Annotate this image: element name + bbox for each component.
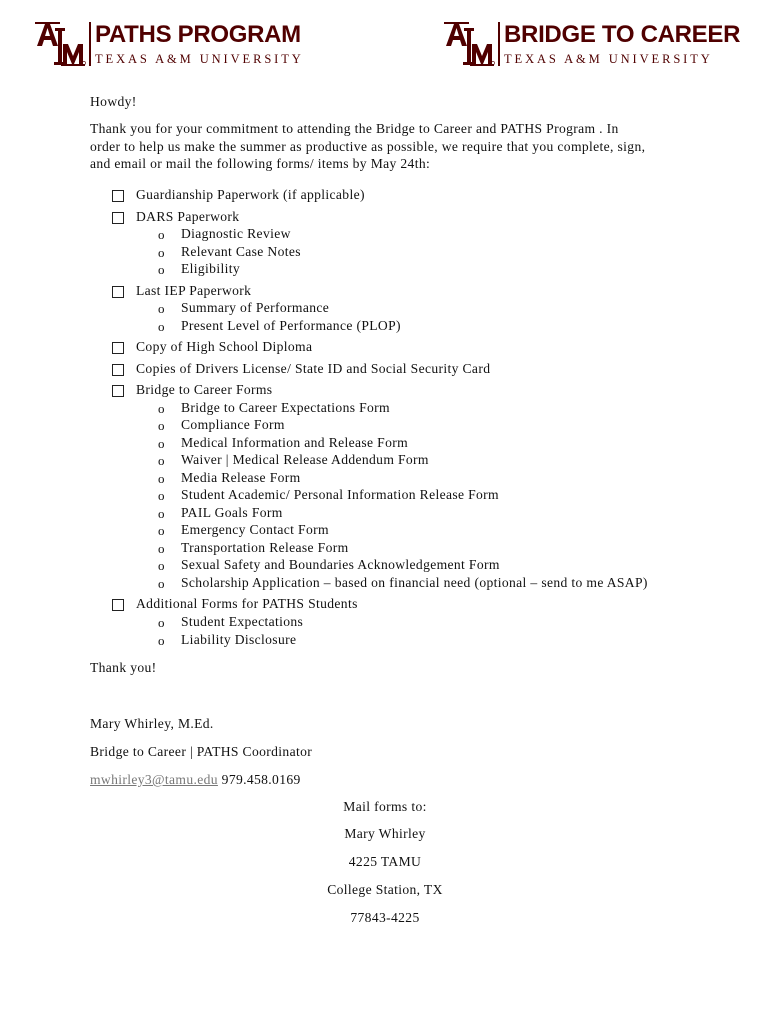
subitem: Sexual Safety and Boundaries Acknowledgement Form: [181, 557, 500, 572]
bullet: o: [158, 471, 165, 486]
subitem: Relevant Case Notes: [181, 244, 301, 259]
bullet: o: [158, 633, 165, 648]
email-link[interactable]: mwhirley3@tamu.edu: [90, 772, 218, 787]
subitem: Liability Disclosure: [181, 632, 297, 647]
mail-street: 4225 TAMU: [348, 854, 422, 869]
checklist-item-iep: Last IEP Paperwork: [136, 283, 252, 298]
checklist-item-diploma: Copy of High School Diploma: [136, 339, 313, 354]
closing: Thank you!: [90, 660, 157, 675]
bullet: o: [158, 436, 165, 451]
subitem: Eligibility: [181, 261, 240, 276]
checkbox[interactable]: [112, 190, 124, 202]
subitem: Compliance Form: [181, 417, 285, 432]
bridge-to-career-title: BRIDGE TO CAREER: [504, 21, 741, 48]
checklist-item-license: Copies of Drivers License/ State ID and Social Security Card: [136, 361, 491, 376]
subitem: Student Expectations: [181, 614, 304, 629]
bullet: o: [158, 245, 165, 260]
subitem: Transportation Release Form: [181, 540, 349, 555]
subitem: Medical Information and Release Form: [181, 435, 409, 450]
checkbox[interactable]: [112, 342, 124, 354]
checklist-item-guardianship: Guardianship Paperwork (if applicable): [136, 187, 365, 202]
subitem: Diagnostic Review: [181, 226, 291, 241]
checklist-item-dars: DARS Paperwork: [136, 209, 240, 224]
checkbox[interactable]: [112, 599, 124, 611]
bullet: o: [158, 506, 165, 521]
intro-line: and email or mail the following forms/ items by May 24th:: [90, 156, 431, 171]
logo-divider: [89, 22, 91, 66]
bullet: o: [158, 418, 165, 433]
bullet: o: [158, 541, 165, 556]
bullet: o: [158, 523, 165, 538]
bullet: o: [158, 488, 165, 503]
checkbox[interactable]: [112, 385, 124, 397]
intro-line: order to help us make the summer as productive as possible, we require that you complete, sign,: [90, 138, 646, 154]
bullet: o: [158, 615, 165, 630]
bullet: o: [158, 301, 165, 316]
mail-name: Mary Whirley: [344, 826, 426, 841]
checkbox[interactable]: [112, 364, 124, 376]
checkbox[interactable]: [112, 212, 124, 224]
subitem: Summary of Performance: [181, 300, 330, 315]
bullet: o: [158, 319, 165, 334]
contact-line: [90, 771, 301, 788]
intro-line: Thank you for your commitment to attending the Bridge to Career and PATHS Program . In: [90, 121, 619, 136]
logo-divider: [498, 22, 500, 66]
checkbox[interactable]: [112, 286, 124, 298]
university-name: TEXAS A&M UNIVERSITY: [504, 52, 713, 66]
greeting: Howdy!: [90, 94, 137, 109]
subitem: Emergency Contact Form: [181, 522, 329, 537]
subitem: Waiver | Medical Release Addendum Form: [181, 452, 429, 467]
subitem: PAIL Goals Form: [181, 505, 283, 520]
subitem: Bridge to Career Expectations Form: [181, 400, 390, 415]
bullet: o: [158, 262, 165, 277]
university-name: TEXAS A&M UNIVERSITY: [95, 52, 304, 66]
mail-zip: 77843-4225: [350, 910, 420, 925]
bullet: o: [158, 576, 165, 591]
bridge-to-career-logo: [444, 22, 740, 68]
mail-heading: Mail forms to:: [343, 799, 427, 814]
bullet: o: [158, 401, 165, 416]
mail-city: College Station, TX: [327, 882, 443, 897]
bullet: o: [158, 453, 165, 468]
intro-paragraph: [90, 120, 690, 173]
paths-program-logo: [35, 22, 304, 68]
subitem: Present Level of Performance (PLOP): [181, 318, 401, 333]
signature-title: Bridge to Career | PATHS Coordinator: [90, 744, 313, 759]
subitem: Scholarship Application – based on financial need (optional – send to me ASAP): [181, 575, 648, 590]
checklist-item-paths-forms: Additional Forms for PATHS Students: [136, 596, 358, 611]
atm-logo-icon: [35, 22, 87, 66]
checklist-item-bridge-forms: Bridge to Career Forms: [136, 382, 273, 397]
bullet: o: [158, 558, 165, 573]
paths-program-title: PATHS PROGRAM: [95, 21, 301, 48]
signature-name: Mary Whirley, M.Ed.: [90, 716, 214, 731]
atm-logo-icon: [444, 22, 496, 66]
subitem: Media Release Form: [181, 470, 301, 485]
subitem: Student Academic/ Personal Information Release Form: [181, 487, 499, 502]
bullet: o: [158, 227, 165, 242]
phone-number: 979.458.0169: [221, 772, 301, 787]
